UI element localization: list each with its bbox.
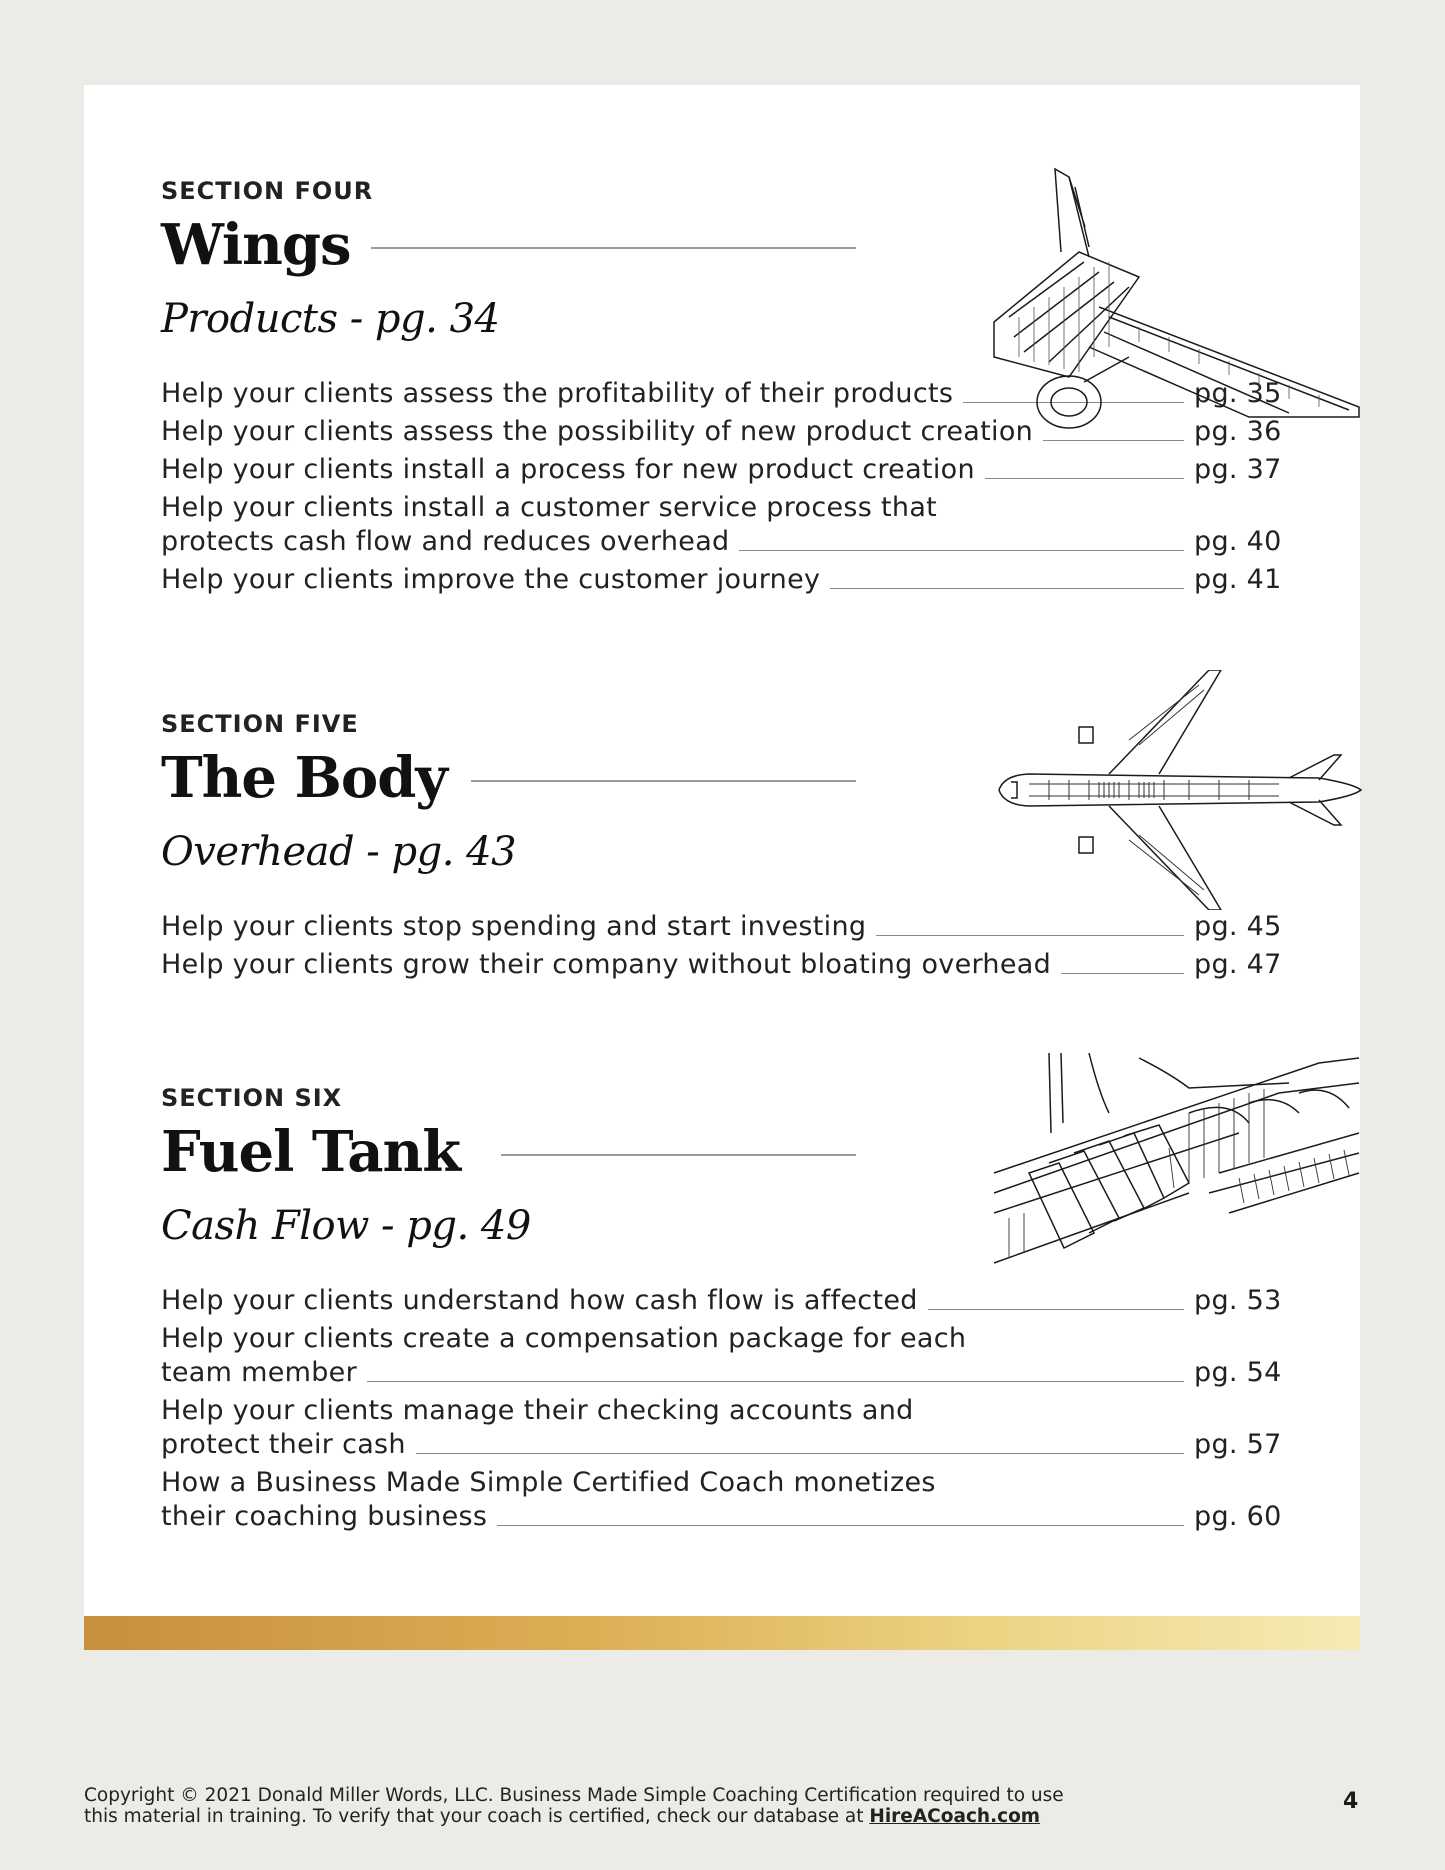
toc-item[interactable] <box>161 1394 1286 1462</box>
toc-item[interactable] <box>161 1322 1286 1390</box>
document-page <box>84 85 1360 1650</box>
leader-line <box>1061 973 1184 974</box>
toc-item-text: Help your clients stop spending and start investing <box>161 911 867 942</box>
toc-item-text-line2: protects cash flow and reduces overhead <box>161 526 730 557</box>
airplane-top-view-illustration <box>989 670 1369 910</box>
toc-item-page: pg. 37 <box>1194 454 1282 485</box>
leader-line <box>876 935 1184 936</box>
toc-item-text: Help your clients install a customer service process that <box>161 492 938 523</box>
airplane-wing-illustration <box>989 167 1369 447</box>
toc-item-page: pg. 60 <box>1194 1501 1282 1532</box>
section-title: Wings <box>161 212 351 278</box>
toc-item-text-line2: protect their cash <box>161 1429 406 1460</box>
toc-item-text: Help your clients install a process for new product creation <box>161 454 975 485</box>
toc-item[interactable] <box>161 910 1286 944</box>
toc-list <box>161 910 1286 982</box>
leader-line <box>497 1525 1184 1526</box>
footer-line-text: this material in training. To verify that your coach is certified, check our database at <box>84 1806 864 1827</box>
toc-item-page: pg. 57 <box>1194 1429 1282 1460</box>
toc-item-text: Help your clients manage their checking accounts and <box>161 1395 914 1426</box>
page-number: 4 <box>1343 1789 1359 1814</box>
toc-item[interactable] <box>161 491 1286 559</box>
toc-item-page: pg. 40 <box>1194 526 1282 557</box>
toc-item-page: pg. 36 <box>1194 416 1282 447</box>
toc-item-page: pg. 41 <box>1194 564 1282 595</box>
toc-item-text: How a Business Made Simple Certified Coach monetizes <box>161 1467 936 1498</box>
footer-line <box>84 1806 1064 1827</box>
footer-line: Copyright © 2021 Donald Miller Words, LLC. Business Made Simple Coaching Certification required to use <box>84 1785 1064 1806</box>
gold-accent-bar <box>84 1616 1360 1650</box>
toc-item[interactable] <box>161 563 1286 597</box>
toc-item-text: Help your clients assess the possibility of new product creation <box>161 416 1034 447</box>
leader-line <box>416 1453 1184 1454</box>
toc-item[interactable] <box>161 948 1286 982</box>
toc-list <box>161 1284 1286 1534</box>
toc-item-text: Help your clients improve the customer journey <box>161 564 821 595</box>
leader-line <box>985 478 1184 479</box>
toc-item[interactable] <box>161 1284 1286 1318</box>
title-rule <box>371 247 856 249</box>
footer-copyright <box>84 1785 1064 1827</box>
toc-item-page: pg. 54 <box>1194 1357 1282 1388</box>
section-title: Fuel Tank <box>161 1119 460 1185</box>
leader-line <box>928 1309 1184 1310</box>
toc-item-page: pg. 45 <box>1194 911 1282 942</box>
toc-item-text: Help your clients understand how cash flow is affected <box>161 1285 918 1316</box>
toc-item[interactable] <box>161 453 1286 487</box>
section-subtitle: Overhead - pg. 43 <box>161 829 517 875</box>
section-subtitle: Cash Flow - pg. 49 <box>161 1203 531 1249</box>
airplane-fuel-tank-illustration <box>989 1053 1369 1268</box>
section-label: SECTION FOUR <box>161 177 374 205</box>
toc-item-text: Help your clients grow their company without bloating overhead <box>161 949 1052 980</box>
toc-item-text: Help your clients assess the profitability of their products <box>161 378 954 409</box>
title-rule <box>471 780 856 782</box>
toc-item-text: Help your clients create a compensation package for each <box>161 1323 967 1354</box>
toc-item[interactable] <box>161 1466 1286 1534</box>
toc-item-text-line2: team member <box>161 1357 357 1388</box>
toc-item-page: pg. 53 <box>1194 1285 1282 1316</box>
section-label: SECTION SIX <box>161 1084 343 1112</box>
section-subtitle: Products - pg. 34 <box>161 296 500 342</box>
hireacoach-link[interactable]: HireACoach.com <box>869 1806 1041 1827</box>
leader-line <box>830 588 1184 589</box>
leader-line <box>739 550 1184 551</box>
section-label: SECTION FIVE <box>161 710 359 738</box>
title-rule <box>501 1154 856 1156</box>
toc-item-page: pg. 35 <box>1194 378 1282 409</box>
toc-item-page: pg. 47 <box>1194 949 1282 980</box>
section-title: The Body <box>161 745 447 811</box>
toc-item-text-line2: their coaching business <box>161 1501 488 1532</box>
leader-line <box>367 1381 1184 1382</box>
